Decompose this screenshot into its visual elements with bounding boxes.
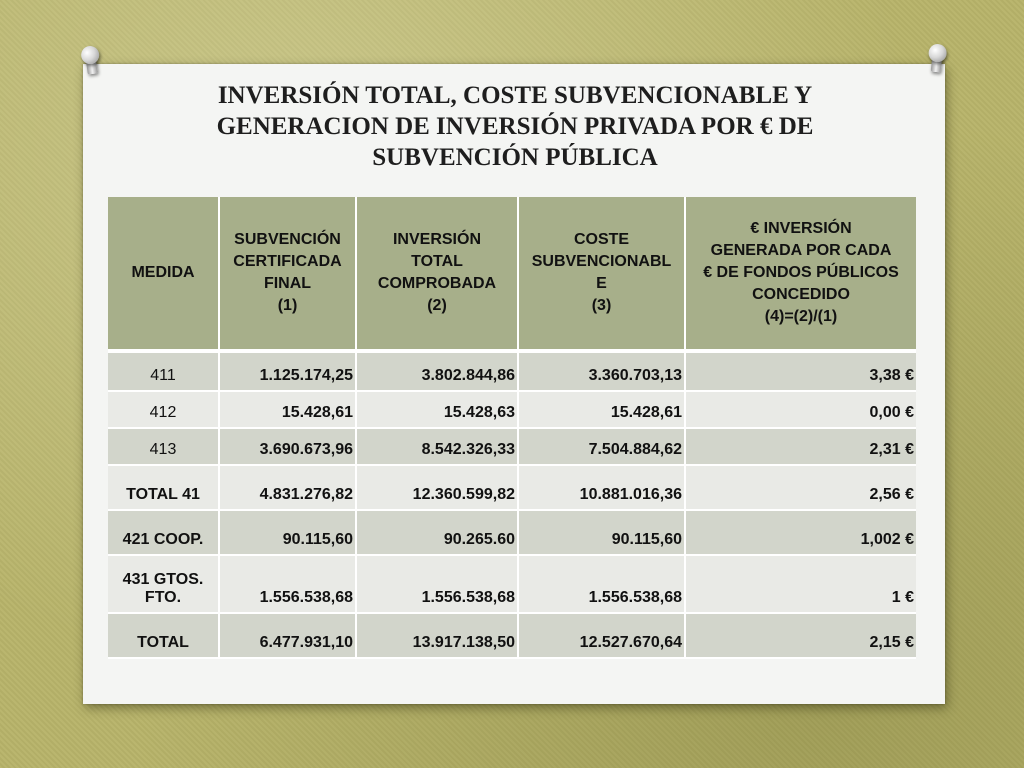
- cell-medida: 412: [108, 391, 219, 428]
- table-row: [108, 391, 916, 428]
- header-inversion-por-euro: € INVERSIÓN GENERADA POR CADA € DE FONDOS PÚBLICOS CONCEDIDO (4)=(2)/(1): [685, 197, 916, 351]
- cell-subvencion: 3.690.673,96: [219, 428, 356, 465]
- cell-ratio: 2,15 €: [685, 613, 916, 658]
- cell-subvencion: 6.477.931,10: [219, 613, 356, 658]
- cell-coste: 3.360.703,13: [518, 351, 685, 391]
- cell-ratio: 1 €: [685, 555, 916, 613]
- cell-inversion: 12.360.599,82: [356, 465, 518, 510]
- pushpin-icon: [78, 45, 104, 78]
- cell-inversion: 8.542.326,33: [356, 428, 518, 465]
- cell-ratio: 0,00 €: [685, 391, 916, 428]
- cell-medida: 411: [108, 351, 219, 391]
- title-line: SUBVENCIÓN PÚBLICA: [372, 144, 658, 171]
- cell-medida: 421 COOP.: [108, 510, 219, 555]
- table-row: [108, 613, 916, 658]
- cell-coste: 10.881.016,36: [518, 465, 685, 510]
- table-row: [108, 465, 916, 510]
- cell-coste: 90.115,60: [518, 510, 685, 555]
- header-subvencion-certificada: SUBVENCIÓN CERTIFICADA FINAL (1): [219, 197, 356, 351]
- slide-title: [150, 80, 880, 173]
- table-row: [108, 428, 916, 465]
- header-medida: MEDIDA: [108, 197, 219, 351]
- cell-ratio: 3,38 €: [685, 351, 916, 391]
- title-line: INVERSIÓN TOTAL, COSTE SUBVENCIONABLE Y: [217, 82, 813, 109]
- cell-inversion: 1.556.538,68: [356, 555, 518, 613]
- table-header-row: [108, 197, 916, 351]
- cell-coste: 12.527.670,64: [518, 613, 685, 658]
- cell-subvencion: 4.831.276,82: [219, 465, 356, 510]
- cell-inversion: 15.428,63: [356, 391, 518, 428]
- cell-ratio: 1,002 €: [685, 510, 916, 555]
- pushpin-icon: [924, 43, 949, 75]
- investment-table: [108, 197, 916, 659]
- cell-coste: 1.556.538,68: [518, 555, 685, 613]
- cell-subvencion: 90.115,60: [219, 510, 356, 555]
- cell-coste: 7.504.884,62: [518, 428, 685, 465]
- header-inversion-total: INVERSIÓN TOTAL COMPROBADA (2): [356, 197, 518, 351]
- cell-subvencion: 1.556.538,68: [219, 555, 356, 613]
- cell-inversion: 3.802.844,86: [356, 351, 518, 391]
- cell-inversion: 90.265.60: [356, 510, 518, 555]
- header-coste-subvencionable: COSTE SUBVENCIONABL E (3): [518, 197, 685, 351]
- table-row: [108, 510, 916, 555]
- cell-ratio: 2,56 €: [685, 465, 916, 510]
- title-line: GENERACION DE INVERSIÓN PRIVADA POR € DE: [216, 113, 814, 140]
- cell-ratio: 2,31 €: [685, 428, 916, 465]
- cell-inversion: 13.917.138,50: [356, 613, 518, 658]
- cell-subvencion: 1.125.174,25: [219, 351, 356, 391]
- cell-medida: TOTAL: [108, 613, 219, 658]
- cell-medida: 431 GTOS. FTO.: [108, 555, 219, 613]
- cell-coste: 15.428,61: [518, 391, 685, 428]
- table-row: [108, 555, 916, 613]
- cell-medida: TOTAL 41: [108, 465, 219, 510]
- cell-subvencion: 15.428,61: [219, 391, 356, 428]
- cell-medida: 413: [108, 428, 219, 465]
- table-row: [108, 351, 916, 391]
